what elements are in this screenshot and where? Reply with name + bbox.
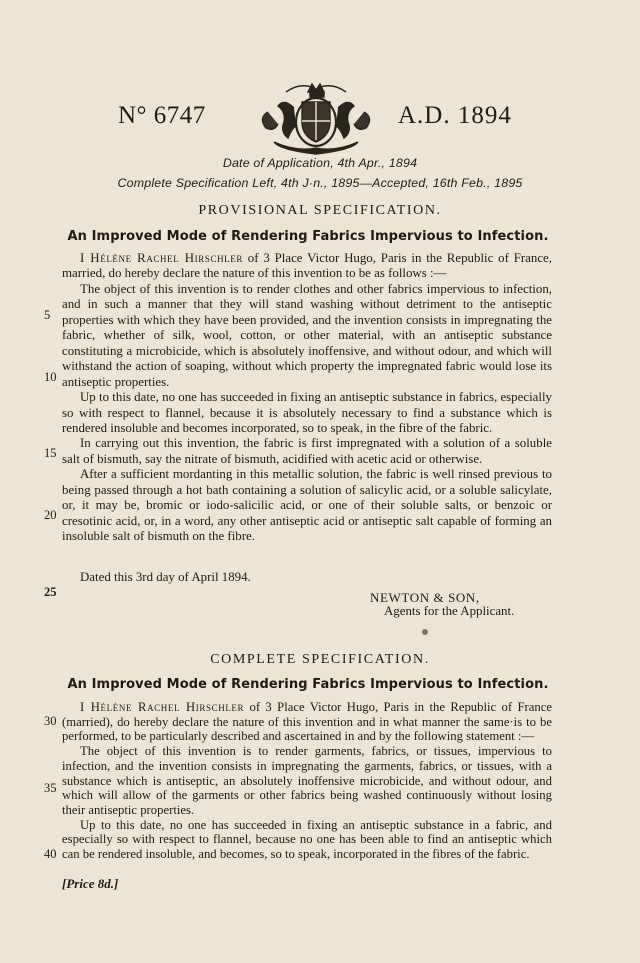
complete-body (62, 700, 552, 862)
price-label: [Price 8d.] (62, 876, 119, 891)
line-number: 20 (44, 508, 57, 522)
complete-title: An Improved Mode of Rendering Fabrics Impervious to Infection. (67, 677, 549, 692)
patent-year: A.D. 1894 (398, 102, 512, 129)
line-number: 40 (44, 847, 57, 861)
royal-coat-of-arms-icon (256, 78, 376, 156)
line-number: 30 (44, 714, 57, 728)
patent-number: N° 6747 (118, 102, 206, 129)
provisional-paragraph: The object of this invention is to render clothes and other fabrics impervious to infection, and in such a manner that they will stand washing without detriment to the antiseptic properties with which they have been provided, and the invention consists in impregnating the fabric, whether of silk, wool, cotton, or other material, with an antiseptic substance constituting a microbicide, which is absolutely inoffensive, and without odour, and which will withstand the action of soaping, without which property the impregnated fabric would lose its antiseptic properties. (62, 281, 552, 389)
line-number: 25 (44, 585, 57, 599)
line-number: 15 (44, 446, 57, 460)
applicant-name: I Hélène Rachel Hirschler (80, 700, 245, 714)
agent-role: Agents for the Applicant. (384, 604, 515, 618)
line-number: 5 (44, 308, 51, 322)
ink-dot (422, 629, 428, 635)
provisional-title: An Improved Mode of Rendering Fabrics Impervious to Infection. (67, 229, 549, 244)
line-number: 35 (44, 781, 57, 795)
date-of-application: Date of Application, 4th Apr., 1894 (222, 156, 418, 170)
header (0, 78, 640, 160)
complete-opening-text: of 3 Place Victor Hugo, Paris in the Republic of France (married), do hereby declare the nature of this invention and in what manner the same·is to be performed, to be particularly described and ascertained in and by the following statement :— (62, 700, 553, 744)
provisional-paragraph: After a sufficient mordanting in this metallic solution, the fabric is well rinsed previous to being passed through a hot bath containing a solution of salicylic acid, or a soluble salicylate, or, it may be, bromic or iodo-salicilic acid, or one of their soluble salts, or benzoic or cresotinic acid, or, in a word, any other antiseptic acid or antiseptic salt capable of forming an insoluble salt of bismuth on the fibre. (62, 467, 552, 544)
provisional-paragraph: Up to this date, no one has succeeded in fixing an antiseptic substance in fabrics, especially so with respect to flannel, because it is absolutely necessary to find a substance which is rendered insoluble and becomes incorporated, so to speak, in the fibre of the fabric. (62, 390, 552, 435)
provisional-paragraph: In carrying out this invention, the fabric is first impregnated with a solution of a soluble salt of bismuth, say the nitrate of bismuth, acidified with acetic acid or otherwise. (62, 436, 552, 466)
complete-paragraph: Up to this date, no one has succeeded in fixing an antiseptic substance in a fabric, and especially so with respect to flannel, because no one has been able to find an antiseptic which can be rendered insoluble, and becomes, so to speak, incorporated in the fibres of the fabric. (62, 817, 552, 862)
complete-heading: COMPLETE SPECIFICATION. (210, 652, 430, 667)
provisional-heading: PROVISIONAL SPECIFICATION. (198, 203, 442, 218)
provisional-opening (62, 251, 552, 282)
complete-specification-dates: Complete Specification Left, 4th J·n., 1895—Accepted, 16th Feb., 1895 (117, 176, 523, 190)
complete-paragraph: The object of this invention is to render garments, fabrics, or tissues, impervious to infection, and the invention consists in impregnating the garments, fabrics, or tissues, with a substance which is antiseptic, an absolutely inoffensive microbicide, and without odour, and which will allow of the garments or other fabrics being washed continuously without losing their antiseptic properties. (62, 744, 552, 817)
complete-opening (62, 700, 552, 744)
agent-name: NEWTON & SON, (370, 590, 480, 605)
applicant-name: I Hélène Rachel Hirschler (80, 251, 243, 265)
dated-line: Dated this 3rd day of April 1894. (80, 570, 251, 584)
provisional-opening-text: of 3 Place Victor Hugo, Paris in the Republic of France, married, do hereby declare the nature of this invention to be as follows :— (62, 251, 553, 281)
line-number: 10 (44, 370, 57, 384)
provisional-body (62, 251, 552, 545)
